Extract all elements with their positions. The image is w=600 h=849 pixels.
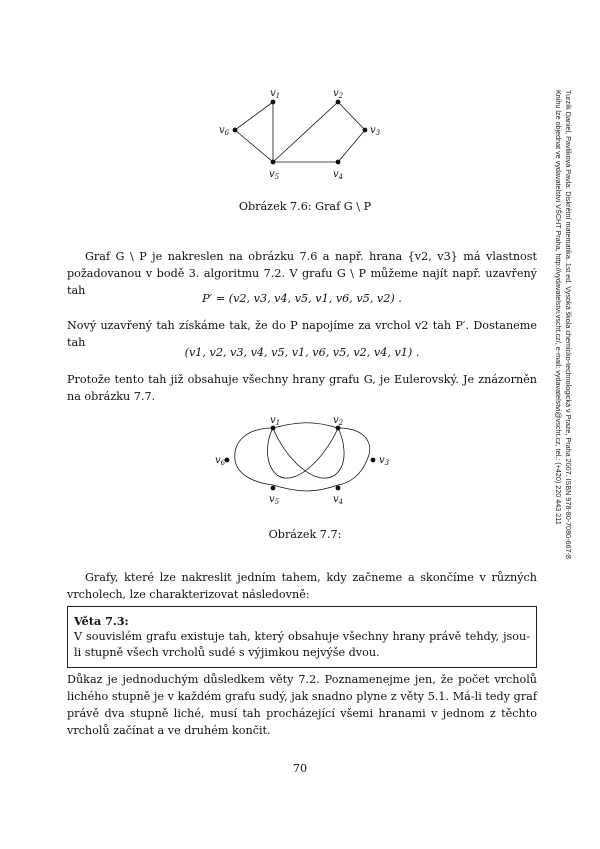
- label-v3: $v_3$: [379, 455, 390, 467]
- paragraph-4: Grafy, které lze nakreslit jedním tahem, kdy začneme a skončíme v různých vrcholech, lze charakterizovat následovně:: [67, 571, 537, 601]
- figure-7-7-graph: [215, 413, 390, 508]
- label-v4: $v_4$: [333, 494, 344, 506]
- label-v6: $v_6$: [219, 125, 230, 137]
- side-note: [549, 90, 579, 610]
- label-v3: $v_3$: [370, 125, 381, 137]
- figure-7-6-graph: [215, 85, 390, 185]
- label-v6: $v_6$: [215, 455, 226, 467]
- label-v4: $v_4$: [333, 169, 344, 181]
- equation-1: P′ = (v2, v3, v4, v5, v1, v6, v5, v2) .: [202, 292, 402, 305]
- vertex-v4: [336, 486, 341, 491]
- label-v1: $v_1$: [270, 88, 281, 100]
- vertex-v1: [271, 100, 276, 105]
- figure-7-6-caption: Obrázek 7.6: Graf G \ P: [238, 200, 372, 213]
- label-v2: $v_2$: [333, 415, 344, 427]
- vertex-v6: [233, 128, 238, 133]
- vertex-v6: [225, 458, 230, 463]
- vertex-v4: [336, 160, 341, 165]
- vertex-v3: [363, 128, 368, 133]
- paragraph-1: Graf G \ P je nakreslen na obrázku 7.6 a např. hrana {v2, v3} má vlastnost požadovanou v bodě 3. algoritmu 7.2. V grafu G \ P můžeme najít např. uzavřený tah: [67, 250, 537, 297]
- vertex-v2: [336, 100, 341, 105]
- page-number: 70: [292, 762, 308, 775]
- paragraph-3: Protože tento tah již obsahuje všechny hrany grafu G, je Eulerovský. Je znázorněn na obrázku 7.7.: [67, 373, 537, 403]
- side-note-line-1: Turzík Daniel, Pavlíková Pavla: Diskrétní matematika. 1st ed. Vysoká škola chemicko-technologická v Praze, Praha 2007. ISBN 978-80-7080-667-8: [564, 90, 573, 559]
- label-v5: $v_5$: [269, 494, 280, 506]
- label-v1: $v_1$: [270, 415, 281, 427]
- vertex-v5: [271, 486, 276, 491]
- figure-7-7-caption: Obrázek 7.7:: [268, 528, 342, 541]
- theorem-body: V souvislém grafu existuje tah, který obsahuje všechny hrany právě tehdy, jsou-li stupně všech vrcholů sudé s výjimkou nejvýše dvou.: [74, 630, 530, 659]
- theorem-box: [67, 606, 537, 668]
- vertex-v5: [271, 160, 276, 165]
- theorem-title: Věta 7.3:: [74, 614, 129, 628]
- paragraph-2: Nový uzavřený tah získáme tak, že do P napojíme za vrchol v2 tah P′. Dostaneme tah: [67, 319, 537, 349]
- vertex-v3: [371, 458, 376, 463]
- equation-2: (v1, v2, v3, v4, v5, v1, v6, v5, v2, v4, v1) .: [184, 346, 420, 359]
- label-v2: $v_2$: [333, 88, 344, 100]
- paragraph-5: Důkaz je jednoduchým důsledkem věty 7.2. Poznamenejme jen, že počet vrcholů lichého stupně je v každém grafu sudý, jak snadno plyne z věty 5.1. Má-li tedy graf právě dva stupně liché, musí tah procházející všemi hranami v jednom z těchto vrcholů začínat a ve druhém končit.: [67, 673, 537, 737]
- label-v5: $v_5$: [269, 169, 280, 181]
- side-note-line-2: Knihu lze objednat ve vydavatelství VŠCHT Praha, http://vydavatelstvi.vscht.cz/, e-mail: vydavatelstvi@vscht.cz, tel.: (+420) 220 443 211: [554, 90, 563, 525]
